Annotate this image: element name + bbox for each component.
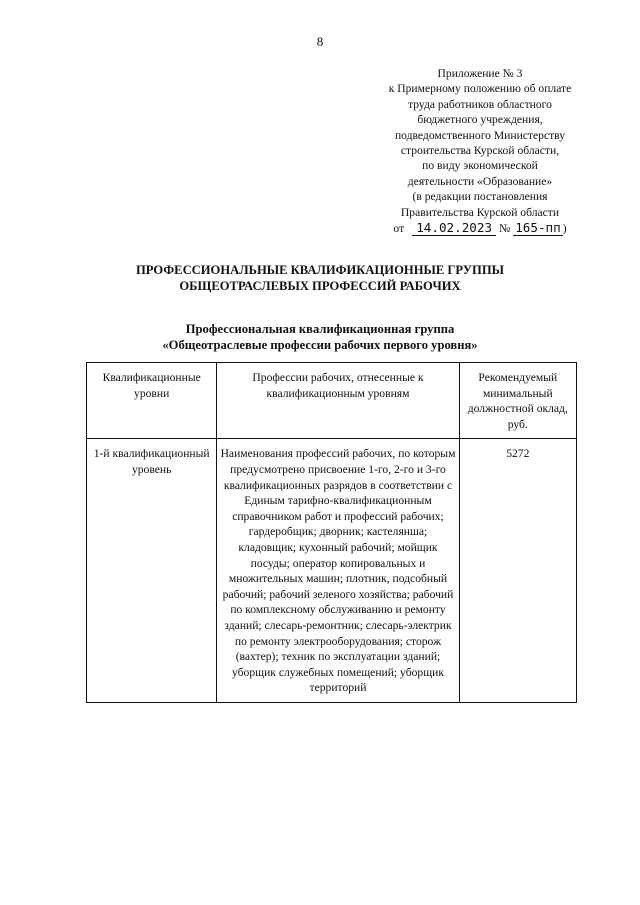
decree-date: 14.02.2023 <box>412 220 496 236</box>
appendix-line: Правительства Курской области <box>400 205 560 219</box>
appendix-line: (в редакции постановления <box>412 190 548 204</box>
table-header-row <box>87 363 577 439</box>
group-title-line: «Общеотраслевые профессии рабочих первого уровня» <box>162 338 478 352</box>
number-sign: № <box>499 222 511 236</box>
table-row <box>87 439 577 703</box>
header-salary: Рекомендуемый минимальный должностной оклад, руб. <box>459 363 576 439</box>
header-level: Квалификационные уровни <box>87 363 217 439</box>
decree-number: 165-пп <box>515 220 561 236</box>
appendix-line: деятельности «Образование» <box>407 174 553 188</box>
appendix-line: по виду экономической <box>422 159 538 173</box>
appendix-line: к Примерному положению об оплате <box>388 82 572 96</box>
document-title-line: ПРОФЕССИОНАЛЬНЫЕ КВАЛИФИКАЦИОННЫЕ ГРУППЫ <box>135 263 504 277</box>
appendix-line: строительства Курской области, <box>400 144 560 158</box>
appendix-line: труда работников областного <box>408 97 552 111</box>
header-professions: Профессии рабочих, отнесенные к квалификационным уровням <box>217 363 459 439</box>
appendix-line: бюджетного учреждения, <box>417 113 543 127</box>
document-title <box>0 262 640 294</box>
cell-level: 1-й квалификационный уровень <box>87 439 217 703</box>
decree-reference <box>372 220 588 236</box>
group-title-line: Профессиональная квалификационная группа <box>185 322 455 336</box>
closing-parenthesis: ) <box>562 222 567 236</box>
appendix-line: подведомственного Министерству <box>394 128 566 142</box>
qualification-table <box>86 362 577 703</box>
cell-professions: Наименования профессий рабочих, по которым предусмотрено присвоение 1-го, 2-го и 3-го квалификационных разрядов в соответствии с Единым тарифно-квалификационным справочником работ и профессий рабочих; гардеробщик; дворник; кастелянша; кладовщик; кухонный рабочий; мойщик посуды; оператор копировальных и множительных машин; плотник, подсобный рабочий; рабочий зеленого хозяйства; рабочий по комплексному обслуживанию и ремонту зданий; слесарь-ремонтник; слесарь-электрик по ремонту электрооборудования; сторож (вахтер); техник по эксплуатации зданий; уборщик служебных помещений; уборщик территорий <box>217 439 459 703</box>
group-title <box>0 321 640 353</box>
page-number: 8 <box>316 34 324 49</box>
from-label: от <box>393 222 405 236</box>
appendix-header <box>372 66 588 236</box>
document-title-line: ОБЩЕОТРАСЛЕВЫХ ПРОФЕССИЙ РАБОЧИХ <box>179 279 461 293</box>
appendix-line: Приложение № 3 <box>437 67 523 80</box>
cell-salary: 5272 <box>459 439 576 703</box>
